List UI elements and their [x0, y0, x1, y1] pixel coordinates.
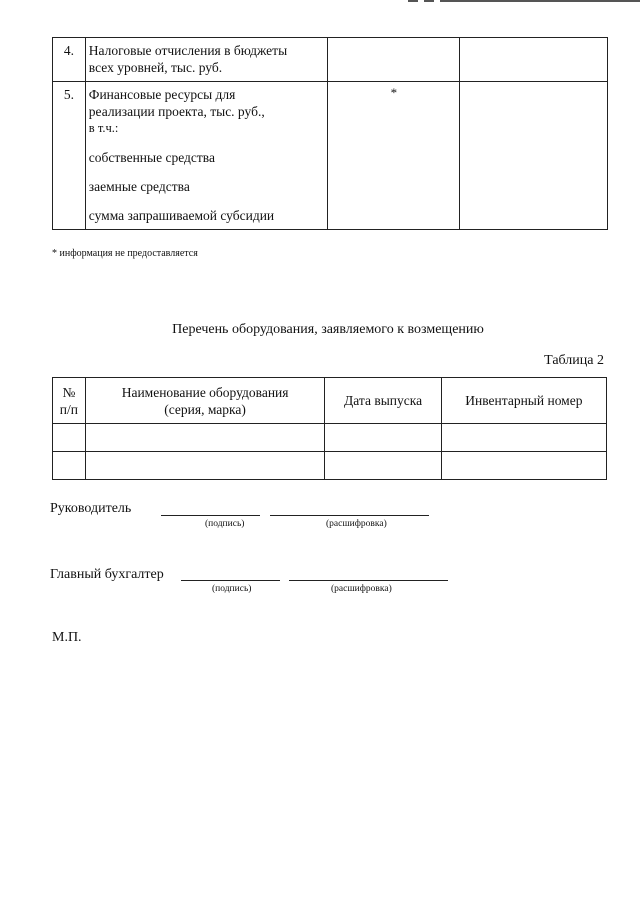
value-cell [328, 82, 460, 230]
stamp-place: М.П. [52, 630, 82, 645]
footnote: * информация не предоставляется [52, 248, 198, 259]
empty-cell [441, 452, 606, 480]
empty-cell [85, 452, 325, 480]
director-sign-hint: (подпись) [205, 519, 245, 529]
header-release-date: Дата выпуска [325, 378, 441, 424]
director-decode-hint: (расшифровка) [326, 519, 387, 529]
row-title-line: Финансовые ресурсы для [88, 87, 236, 102]
table-row [53, 424, 607, 452]
accountant-signature-line [181, 580, 280, 581]
header-number [53, 378, 86, 424]
row-title [85, 38, 328, 82]
director-signature-line [161, 515, 260, 516]
header-line: (серия, марка) [164, 401, 246, 417]
row-number: 4. [53, 38, 86, 82]
row-title-line: Налоговые отчисления в бюджеты [88, 43, 288, 58]
row-title-line: реализации проекта, тыс. руб., [88, 104, 265, 119]
empty-cell [53, 424, 86, 452]
section-title [0, 322, 640, 338]
empty-cell [325, 424, 441, 452]
row-title-line: всех уровней, тыс. руб. [88, 60, 223, 75]
sub-item-subsidy-amount: сумма запрашиваемой субсидии [88, 208, 275, 223]
value-cell [328, 38, 460, 82]
row-number: 5. [53, 82, 86, 230]
table-header-row [53, 378, 607, 424]
empty-cell [85, 424, 325, 452]
sub-item-borrowed-funds: заемные средства [88, 179, 190, 194]
empty-cell [460, 38, 608, 82]
table-caption: Таблица 2 [544, 353, 604, 368]
table-row [53, 452, 607, 480]
director-decode-line [270, 515, 429, 516]
header-line: Наименование оборудования [121, 384, 289, 400]
row-title [85, 82, 328, 230]
empty-cell [441, 424, 606, 452]
header-line: п/п [59, 401, 78, 417]
scan-top-edge-mark [408, 0, 640, 3]
empty-cell [325, 452, 441, 480]
table-row [53, 38, 608, 82]
empty-cell [460, 82, 608, 230]
accountant-label: Главный бухгалтер [50, 567, 164, 582]
table-row [53, 82, 608, 230]
header-line: № [62, 384, 76, 400]
header-inventory-number: Инвентарный номер [441, 378, 606, 424]
accountant-decode-hint: (расшифровка) [331, 584, 392, 594]
equipment-table [52, 377, 607, 480]
section-title-text: Перечень оборудования, заявляемого к возмещению [172, 322, 484, 337]
sub-item-own-funds: собственные средства [88, 150, 215, 165]
accountant-sign-hint: (подпись) [212, 584, 252, 594]
empty-cell [53, 452, 86, 480]
row-title-line: в т.ч.: [88, 121, 119, 135]
financial-table [52, 37, 608, 230]
accountant-decode-line [289, 580, 448, 581]
header-equipment-name [85, 378, 325, 424]
director-label: Руководитель [50, 501, 132, 516]
asterisk-mark: * [390, 85, 398, 100]
